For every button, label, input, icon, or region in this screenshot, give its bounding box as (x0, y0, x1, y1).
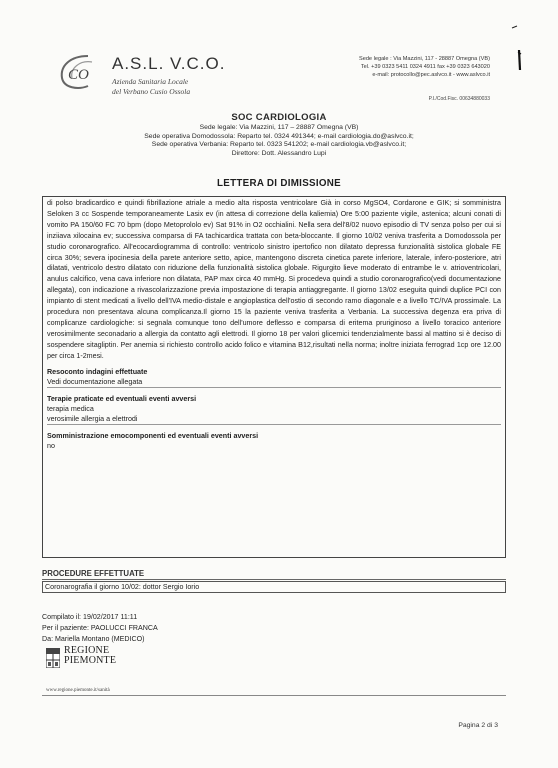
asl-name: A.S.L. V.C.O. (112, 54, 226, 73)
asl-subtitle-1: Azienda Sanitaria Locale (112, 77, 189, 86)
patient-name: Per il paziente: PAOLUCCI FRANCA (42, 624, 158, 632)
scan-artifact-mark (510, 24, 522, 72)
resoconto-heading: Resoconto indagini effettuate (47, 367, 148, 376)
department-title: SOC CARDIOLOGIA (231, 112, 327, 123)
procedure-divider (42, 579, 506, 580)
headquarters-info (359, 55, 490, 79)
regione-emblem-icon (46, 648, 60, 668)
regione-line-1: REGIONE (64, 645, 110, 656)
procedure-value: Coronarografia il giorno 10/02: dottor Sergio Iorio (42, 581, 506, 593)
footer-divider (42, 695, 506, 696)
asl-subtitle-2: del Verbano Cusio Ossola (112, 87, 191, 96)
letter-title: LETTERA DI DIMISSIONE (216, 178, 342, 189)
regione-name (64, 646, 116, 666)
document-meta (42, 612, 158, 645)
hq-address: Sede legale : Via Mazzini, 117 - 28887 Omegna (VB) (358, 56, 490, 62)
fiscal-code: P.I./Cod.Fisc. 00634880033 (428, 96, 490, 102)
compiled-by: Da: Mariella Montano (MEDICO) (42, 635, 145, 643)
department-header (0, 112, 558, 158)
terapie-value-2: verosimile allergia a elettrodi (47, 414, 501, 425)
asl-logo-icon (58, 52, 104, 92)
department-address: Sede legale: Via Mazzini, 117 – 28887 Omegna (VB) (199, 124, 359, 131)
discharge-content-box (42, 196, 506, 558)
regione-website: www.regione.piemonte.it/sanità (46, 688, 110, 693)
hq-phone: Tel. +39 0323 5411 0324 4911 fax +39 0323 643020 (360, 64, 490, 70)
clinical-narrative: di polso bradicardico e quindi fibrillazione atriale a medio alta risposta ventricolare Già in corso MgSO4, Cordarone e GIK; si somministra Seloken 3 cc Sospende temporaneamente Lasix ev (in attesa di correzione della kaliemia) Ore 5:00 paziente vigile, astenica; alcuni conati di vomito PA 150/60 FC 70 bpm (dopo Metoprololo ev) Sat 91% in O2 occhialini. Nella sera dell'8/02 nuovo episodio di TV senza polso per cui si inziiava xilocaina ev; successiva comparsa di FA tachicardica trattata con beta-bloccante. Il giorno 10/02 veniva trasferita a Domodossola per studio coronarografico. All'ecocardiogramma di controllo: ventricolo sinistro ipertofico non dilatato depressa funzionalità sistolica globale FE circa 30%; severa ipocinesia della parete anteriore setto, apice, mantengono discreta cinetica parete inferiore, laterale, infero-posteriore, atri dilatati, ventricolo destro dilatato con riduzione della funzionalità sistolica globale. Rigurgito lieve moderato di entrambe le v. atrioventricolari, anulus calcifico, vena cava inferiore non dilatata, PAP max circa 40 mmHg. Si procedeva quindi a studio coronarografico(vedi documentazione allegata), con indicazione a rivascolarizzazione previa impostazione di terapia antiaggregante. Il giorno 13/02 eseguita quindi duplice PCI con impianto di stent medicati a livello dell'IVA medio-distale e angioplastica dell'ostio di secondo ramo diagonale e a livello TC/IVA prossimale. La procedura non presentava alcuna complicanza.Il giorno 15 la paziente veniva trasferita a Verbania. La successiva degenza era priva di complicanze cardiologiche: si segnala comunque tono dell'umore deflesso e comparsa di eritema pruriginoso a livello toracico anteriore verosimilmente seconadario a allergia da contatto agli elettrodi. Il giorno 18 per valori glicemici tendenzialmente bassi al mattino si è deciso di sospendere sitagliptin. Per anemia si richiesto controllo acido folico e vitamina B12,risultati nella norma; inoltre iniziata ferrograd 1cp ore 12.00 per circa 1-2mesi. (47, 199, 501, 360)
department-verbania: Sede operativa Verbania: Reparto tel. 0323 541202; e-mail cardiologia.vb@aslvco.it; (151, 141, 407, 149)
emocomponenti-value: no (47, 441, 55, 450)
compiled-date: Compilato il: 19/02/2017 11:11 (42, 613, 138, 621)
department-director: Direttore: Dott. Alessandro Lupi (231, 149, 327, 157)
logo-initials: CO (68, 67, 89, 83)
terapie-heading: Terapie praticate ed eventuali eventi avversi (47, 394, 197, 403)
emocomponenti-heading: Somministrazione emocomponenti ed eventuali eventi avversi (47, 431, 259, 440)
procedure-heading: PROCEDURE EFFETTUATE (42, 569, 145, 578)
regione-line-2: PIEMONTE (64, 655, 117, 666)
department-domodossola: Sede operativa Domodossola: Reparto tel. 0324 491344; e-mail cardiologia.do@aslvco.it; (144, 132, 414, 140)
hq-email: e-mail: protocollo@pec.aslvco.it - www.aslvco.it (372, 72, 490, 78)
page-number: Pagina 2 di 3 (458, 722, 498, 729)
terapie-value-1: terapia medica (47, 404, 94, 413)
asl-logo-text (112, 54, 225, 97)
resoconto-value: Vedi documentazione allegata (47, 377, 501, 388)
